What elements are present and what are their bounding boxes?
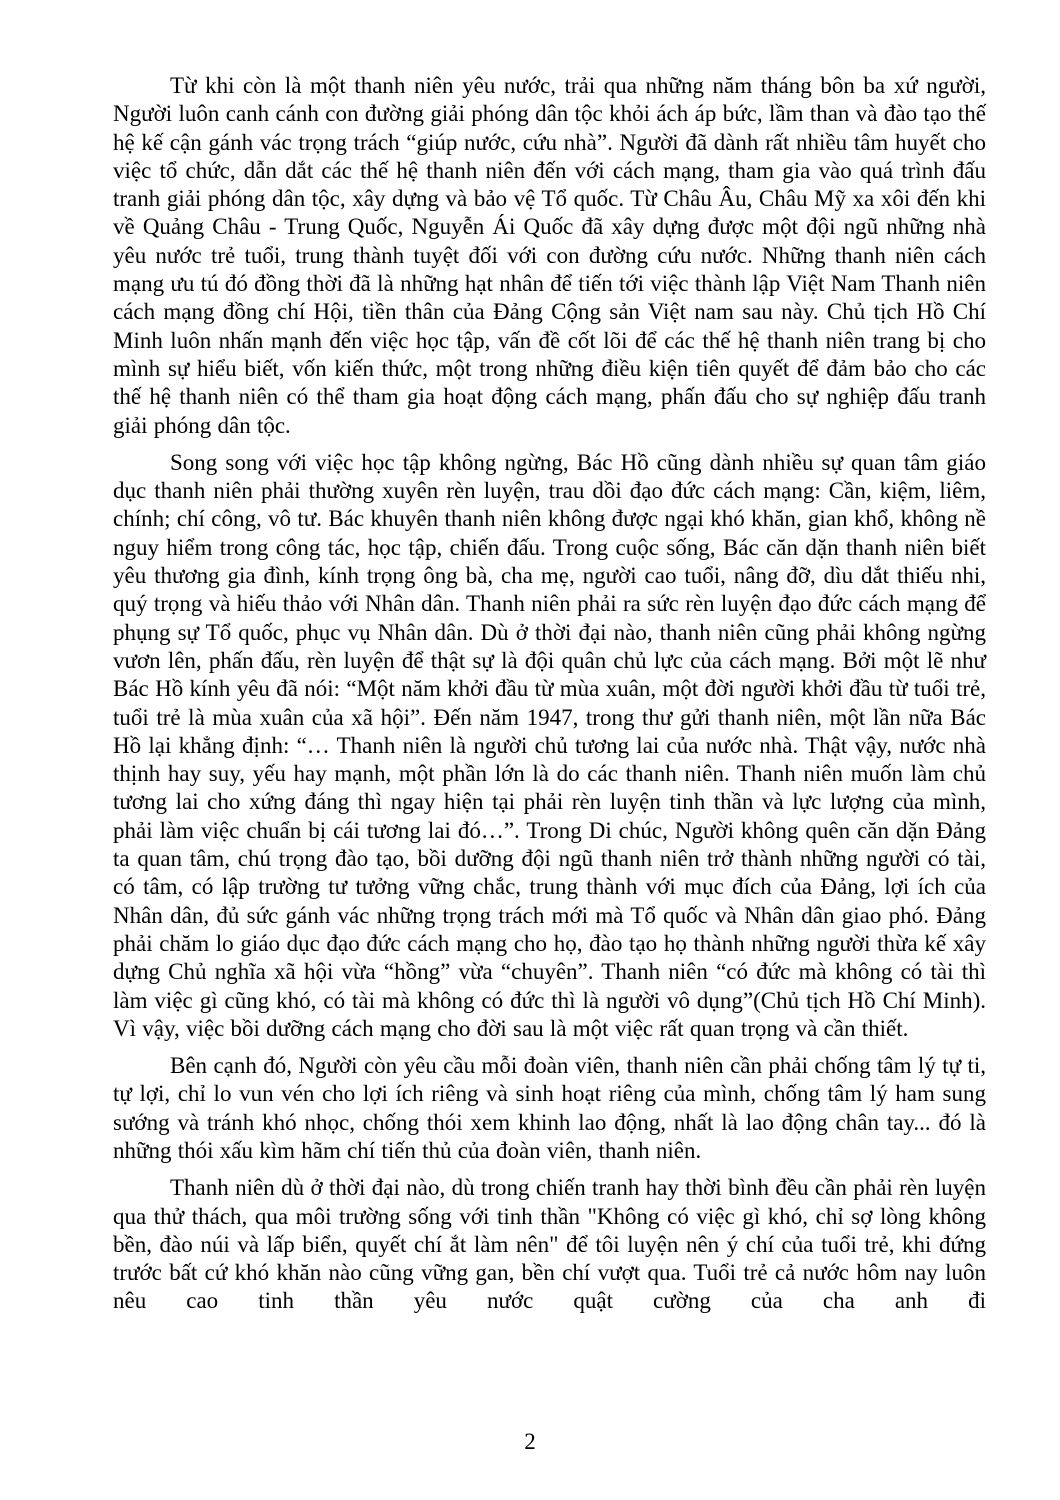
paragraph-4: Thanh niên dù ở thời đại nào, dù trong chiến tranh hay thời bình đều cần phải rèn luyện qua thử thách, qua môi trường sống với tinh thần "Không có việc gì khó, chỉ sợ lòng không bền, đào núi và lấp biển, quyết chí ắt làm nên" để tôi luyện nên ý chí của tuổi trẻ, khi đứng trước bất cứ khó khăn nào cũng vững gan, bền chí vượt qua. Tuổi trẻ cả nước hôm nay luôn nêu cao tinh thần yêu nước quật cường của cha anh đi (113, 1175, 986, 1314)
document-text-block (113, 72, 986, 1316)
paragraph-2: Song song với việc học tập không ngừng, Bác Hồ cũng dành nhiều sự quan tâm giáo dục thanh niên phải thường xuyên rèn luyện, trau dồi đạo đức cách mạng: Cần, kiệm, liêm, chính; chí công, vô tư. Bác khuyên thanh niên không được ngại khó khăn, gian khổ, không nề nguy hiểm trong công tác, học tập, chiến đấu. Trong cuộc sống, Bác căn dặn thanh niên biết yêu thương gia đình, kính trọng ông bà, cha mẹ, người cao tuổi, nâng đỡ, dìu dắt thiếu nhi, quý trọng và hiếu thảo với Nhân dân. Thanh niên phải ra sức rèn luyện đạo đức cách mạng để phụng sự Tổ quốc, phục vụ Nhân dân. Dù ở thời đại nào, thanh niên cũng phải không ngừng vươn lên, phấn đấu, rèn luyện để thật sự là đội quân chủ lực của cách mạng. Bởi một lẽ như Bác Hồ kính yêu đã nói: “Một năm khởi đầu từ mùa xuân, một đời người khởi đầu từ tuổi trẻ, tuổi trẻ là mùa xuân của xã hội”. Đến năm 1947, trong thư gửi thanh niên, một lần nữa Bác Hồ lại khẳng định: “… Thanh niên là người chủ tương lai của nước nhà. Thật vậy, nước nhà thịnh hay suy, yếu hay mạnh, một phần lớn là do các thanh niên. Thanh niên muốn làm chủ tương lai cho xứng đáng thì ngay hiện tại phải rèn luyện tinh thần và lực lượng của mình, phải làm việc chuẩn bị cái tương lai đó…”. Trong Di chúc, Người không quên căn dặn Đảng ta quan tâm, chú trọng đào tạo, bồi dưỡng đội ngũ thanh niên trở thành những người có tài, có tâm, có lập trường tư tưởng vững chắc, trung thành với mục đích của Đảng, lợi ích của Nhân dân, đủ sức gánh vác những trọng trách mới mà Tổ quốc và Nhân dân giao phó. Đảng phải chăm lo giáo dục đạo đức cách mạng cho họ, đào tạo họ thành những người thừa kế xây dựng Chủ nghĩa xã hội vừa “hồng” vừa “chuyên”. Thanh niên “có đức mà không có tài thì làm việc gì cũng khó, có tài mà không có đức thì là người vô dụng”(Chủ tịch Hồ Chí Minh). Vì vậy, việc bồi dưỡng cách mạng cho đời sau là một việc rất quan trọng và cần thiết. (113, 449, 986, 1041)
page-number: 2 (524, 1429, 536, 1454)
paragraph-3: Bên cạnh đó, Người còn yêu cầu mỗi đoàn viên, thanh niên cần phải chống tâm lý tự ti, tự lợi, chỉ lo vun vén cho lợi ích riêng và sinh hoạt riêng của mình, chống tâm lý ham sung sướng và tránh khó nhọc, chống thói xem khinh lao động, nhất là lao động chân tay... đó là những thói xấu kìm hãm chí tiến thủ của đoàn viên, thanh niên. (113, 1053, 986, 1163)
paragraph-1: Từ khi còn là một thanh niên yêu nước, trải qua những năm tháng bôn ba xứ người, Người luôn canh cánh con đường giải phóng dân tộc khỏi ách áp bức, lầm than và đào tạo thế hệ kế cận gánh vác trọng trách “giúp nước, cứu nhà”. Người đã dành rất nhiều tâm huyết cho việc tổ chức, dẫn dắt các thế hệ thanh niên đến với cách mạng, tham gia vào quá trình đấu tranh giải phóng dân tộc, xây dựng và bảo vệ Tổ quốc. Từ Châu Âu, Châu Mỹ xa xôi đến khi về Quảng Châu - Trung Quốc, Nguyễn Ái Quốc đã xây dựng được một đội ngũ những nhà yêu nước trẻ tuổi, trung thành tuyệt đối với con đường cứu nước. Những thanh niên cách mạng ưu tú đó đồng thời đã là những hạt nhân để tiến tới việc thành lập Việt Nam Thanh niên cách mạng đồng chí Hội, tiền thân của Đảng Cộng sản Việt nam sau này. Chủ tịch Hồ Chí Minh luôn nhấn mạnh đến việc học tập, vấn đề cốt lõi để các thế hệ thanh niên trang bị cho mình sự hiểu biết, vốn kiến thức, một trong những điều kiện tiên quyết để đảm bảo cho các thế hệ thanh niên có thể tham gia hoạt động cách mạng, phấn đấu cho sự nghiệp đấu tranh giải phóng dân tộc. (113, 73, 986, 438)
page-footer (0, 1428, 1060, 1456)
